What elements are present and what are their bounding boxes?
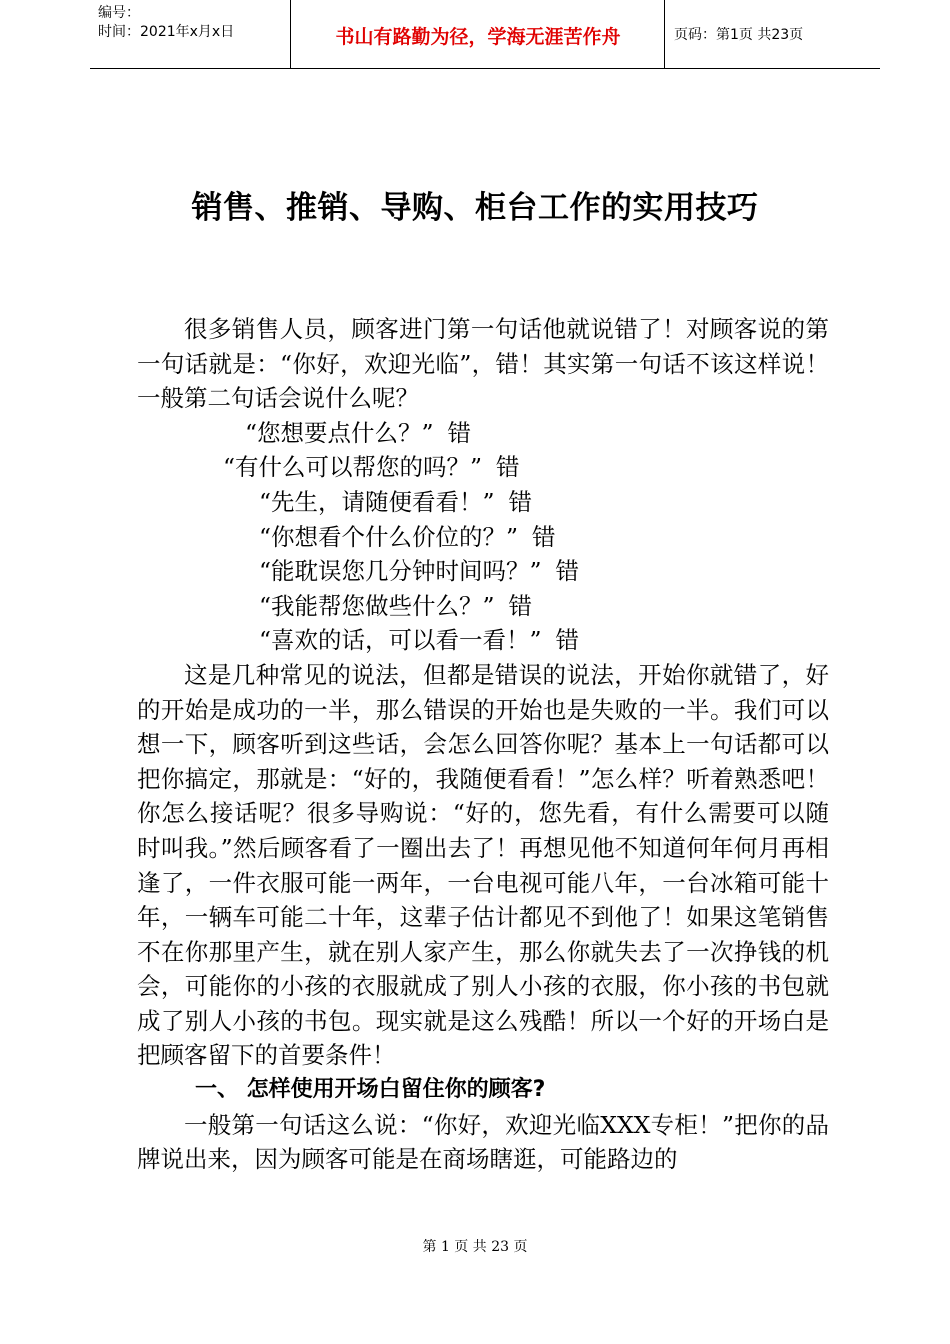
example-quote: “我能帮您做些什么？” bbox=[259, 591, 495, 620]
example-verdict: 错 bbox=[555, 626, 580, 655]
example-quote: “你想看个什么价位的？” bbox=[259, 522, 519, 551]
example-quote: “先生，请随便看看！” bbox=[259, 487, 495, 516]
example-line bbox=[137, 623, 829, 658]
example-verdict: 错 bbox=[532, 522, 556, 551]
document-title: 销售、推销、导购、柜台工作的实用技巧 bbox=[191, 190, 759, 226]
header-page-info: 页码：第1页 共23页 bbox=[674, 27, 804, 43]
document-number-label: 编号： bbox=[98, 5, 140, 21]
example-quote: “您想要点什么？” bbox=[245, 418, 434, 447]
example-verdict: 错 bbox=[508, 487, 533, 516]
header-motto: 书山有路勤为径，学海无涯苦作舟 bbox=[335, 26, 621, 48]
page-footer: 第 1 页 共 23 页 bbox=[422, 1239, 528, 1255]
example-verdict: 错 bbox=[508, 591, 533, 620]
header-divider-left bbox=[290, 0, 291, 68]
document-date: 时间：2021年x月x日 bbox=[98, 24, 235, 40]
example-quote: “喜欢的话，可以看一看！” bbox=[259, 626, 542, 655]
header-divider-right bbox=[664, 0, 665, 68]
example-line bbox=[137, 416, 829, 451]
example-line bbox=[137, 589, 829, 624]
page-header bbox=[90, 0, 880, 69]
example-line bbox=[137, 554, 829, 589]
example-verdict: 错 bbox=[496, 453, 520, 482]
example-verdict: 错 bbox=[447, 418, 472, 447]
example-line bbox=[137, 450, 829, 485]
intro-paragraph: 很多销售人员，顾客进门第一句话他就说错了！对顾客说的第一句话就是：“你好，欢迎光临”，错！其实第一句话不该这样说！一般第二句话会说什么呢？ bbox=[137, 315, 829, 413]
header-meta bbox=[98, 4, 234, 42]
section-paragraph: 一般第一句话这么说：“你好，欢迎光临XXX专柜！”把你的品牌说出来，因为顾客可能是在商场瞎逛，可能路边的 bbox=[137, 1110, 829, 1174]
analysis-paragraph: 这是几种常见的说法，但都是错误的说法，开始你就错了，好的开始是成功的一半，那么错误的开始也是失败的一半。我们可以想一下，顾客听到这些话，会怎么回答你呢？基本上一句话都可以把你搞定，那就是：“好的，我随便看看！”怎么样？听着熟悉吧！你怎么接话呢？很多导购说：“好的，您先看，有什么需要可以随时叫我。”然后顾客看了一圈出去了！再想见他不知道何年何月再相逢了，一件衣服可能一两年，一台电视可能八年，一台冰箱可能十年，一辆车可能二十年，这辈子估计都见不到他了！如果这笔销售不在你那里产生，就在别人家产生，那么你就失去了一次挣钱的机会，可能你的小孩的衣服就成了别人小孩的衣服，你小孩的书包就成了别人小孩的书包。现实就是这么残酷！所以一个好的开场白是把顾客留下的首要条件！ bbox=[137, 660, 829, 1070]
example-line bbox=[137, 485, 829, 520]
example-quote: “能耽误您几分钟时间吗？” bbox=[259, 557, 542, 586]
example-quote: “有什么可以帮您的吗？” bbox=[223, 453, 483, 482]
section-heading: 一、 怎样使用开场白留住你的顾客? bbox=[195, 1077, 546, 1103]
document-body bbox=[137, 312, 829, 1177]
example-line bbox=[137, 520, 829, 555]
example-verdict: 错 bbox=[555, 557, 580, 586]
